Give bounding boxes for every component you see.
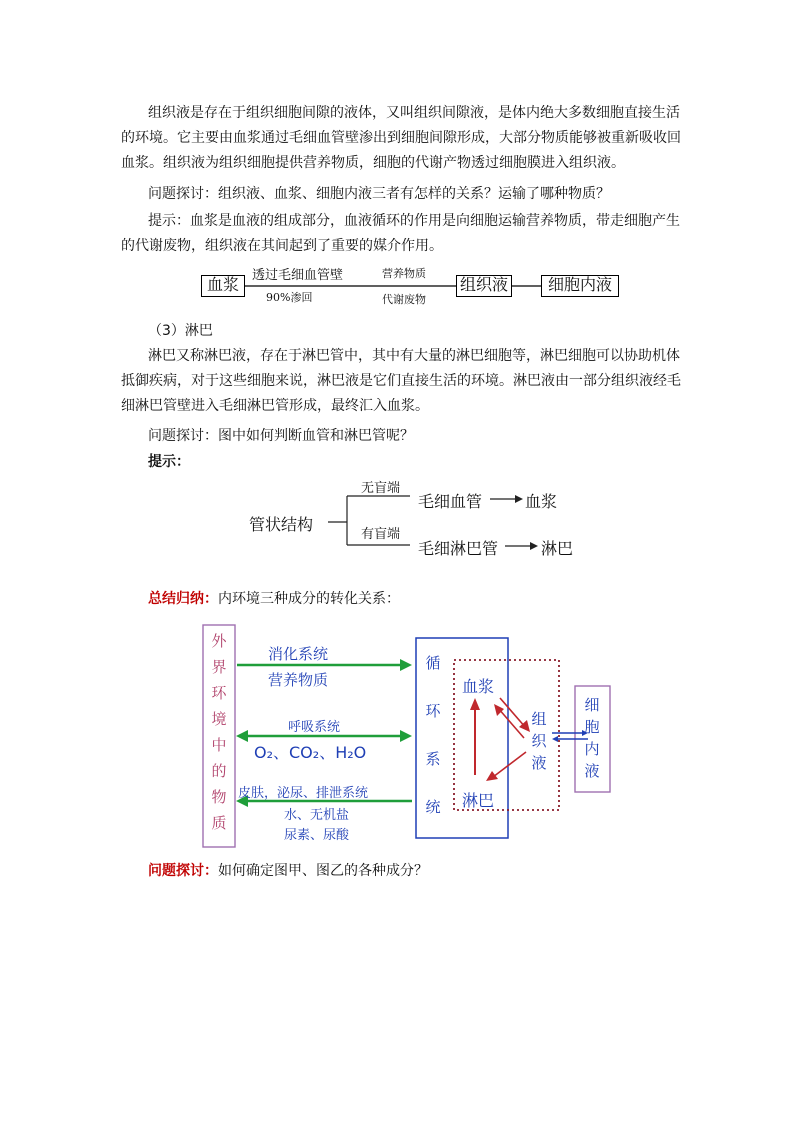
paragraph1-line2: 的环境。它主要由血浆通过毛细血管壁渗出到细胞间隙形成，大部分物质能够被重新吸收回 <box>121 130 681 146</box>
summary-label: 总结归纳： <box>148 591 218 607</box>
external-char: 的 <box>211 762 227 780</box>
circulatory-char: 系 <box>425 750 441 768</box>
no-blind-end-label: 无盲端 <box>361 481 401 496</box>
external-char: 外 <box>211 632 227 650</box>
intracellular-fluid-box: 细胞内液 <box>541 275 619 297</box>
circulatory-char: 统 <box>425 798 441 816</box>
external-char: 界 <box>211 658 227 676</box>
excretory-system-label: 皮肤，泌尿、排泄系统 <box>238 786 369 801</box>
paragraph2-line1: 淋巴又称淋巴液，存在于淋巴管中，其中有大量的淋巴细胞等，淋巴细胞可以协助机体 <box>148 348 680 364</box>
external-char: 境 <box>211 710 227 728</box>
reabsorb-label: 90%渗回 <box>266 291 313 304</box>
capillary-label: 毛细血管 <box>418 492 483 511</box>
wastes-label: 代谢废物 <box>382 293 426 306</box>
question1: 问题探讨：组织液、血浆、细胞内液三者有怎样的关系？运输了哪种物质？ <box>148 186 610 202</box>
urea-label: 尿素、尿酸 <box>284 828 350 843</box>
nutrients-label: 营养物质 <box>382 267 426 280</box>
lymph-result-label: 淋巴 <box>541 539 574 558</box>
respiratory-system-label: 呼吸系统 <box>288 720 341 735</box>
nutrients-label: 营养物质 <box>268 671 329 689</box>
hint2-label: 提示： <box>148 454 190 470</box>
hint1-line2: 的代谢废物，组织液在其间起到了重要的媒介作用。 <box>121 238 443 254</box>
circulatory-char: 循 <box>425 654 441 672</box>
circulatory-char: 环 <box>425 702 441 720</box>
gases-label: O₂、CO₂、H₂O <box>254 743 367 762</box>
tissue-char: 组 <box>531 710 547 728</box>
plasma-node: 血浆 <box>462 677 495 696</box>
tissue-char: 液 <box>531 754 547 772</box>
tissue-char: 织 <box>531 732 547 750</box>
blind-end-label: 有盲端 <box>361 527 401 542</box>
tubular-structure-label: 管状结构 <box>249 515 314 534</box>
plasma-box: 血浆 <box>201 275 245 297</box>
section-lymph-heading: （3）淋巴 <box>148 323 213 339</box>
digestive-system-label: 消化系统 <box>268 645 329 663</box>
question3-line <box>148 861 428 881</box>
paragraph1-line3: 血浆。组织液为组织细胞提供营养物质，细胞的代谢产物透过细胞膜进入组织液。 <box>121 155 625 171</box>
summary-text: 内环境三种成分的转化关系： <box>218 591 400 607</box>
paragraph2-line3: 细淋巴管壁进入毛细淋巴管形成，最终汇入血浆。 <box>121 398 429 414</box>
cell-char: 液 <box>584 762 600 780</box>
water-salt-label: 水、无机盐 <box>284 808 350 823</box>
cell-char: 内 <box>584 740 600 758</box>
external-char: 中 <box>211 736 227 754</box>
question2: 问题探讨：图中如何判断血管和淋巴管呢？ <box>148 428 414 444</box>
hint1-line1: 提示：血浆是血液的组成部分，血液循环的作用是向细胞运输营养物质，带走细胞产生 <box>148 213 680 229</box>
paragraph1-line1: 组织液是存在于组织细胞间隙的液体，又叫组织间隙液，是体内绝大多数细胞直接生活 <box>148 105 680 121</box>
external-char: 物 <box>211 788 227 806</box>
cell-char: 细 <box>584 696 600 714</box>
cell-char: 胞 <box>584 718 600 736</box>
external-char: 质 <box>211 814 227 832</box>
paragraph2-line2: 抵御疾病，对于这些细胞来说，淋巴液是它们直接生活的环境。淋巴液由一部分组织液经毛 <box>121 373 681 389</box>
plasma-result-label: 血浆 <box>525 492 558 511</box>
lymph-node: 淋巴 <box>462 791 495 810</box>
through-wall-label: 透过毛细血管壁 <box>252 268 344 283</box>
question3-text: 如何确定图甲、图乙的各种成分？ <box>218 863 428 879</box>
external-char: 环 <box>211 684 227 702</box>
lymph-capillary-label: 毛细淋巴管 <box>418 539 499 558</box>
tissue-fluid-box: 组织液 <box>456 275 512 297</box>
question3-label: 问题探讨： <box>148 863 218 879</box>
